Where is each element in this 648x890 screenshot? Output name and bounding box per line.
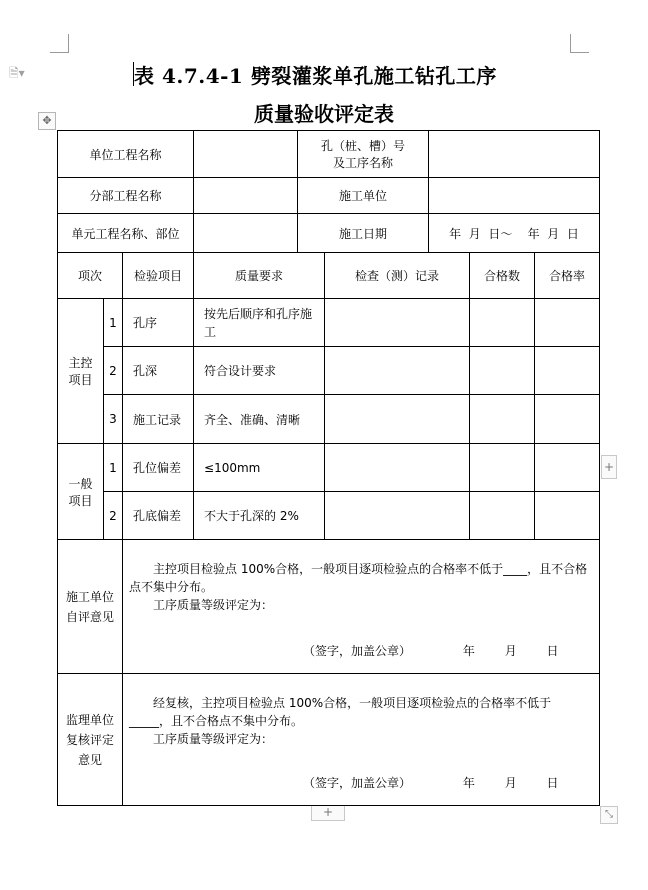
main-item-rate[interactable] — [535, 395, 600, 444]
general-item-row-1 — [58, 444, 600, 492]
col-qualified-count: 合格数 — [470, 253, 535, 299]
form-subtitle: 质量验收评定表 — [254, 102, 394, 126]
general-item-rate[interactable] — [535, 492, 600, 540]
supervision-review-row — [58, 674, 600, 806]
general-item-name: 孔底偏差 — [123, 492, 194, 540]
supervision-signature-line — [303, 774, 559, 791]
page-corner-mark-top-right — [570, 34, 589, 53]
col-item-order: 项次 — [58, 253, 123, 299]
hole-value[interactable] — [429, 131, 600, 178]
supervision-sign-day: 日 — [546, 776, 559, 790]
main-item-requirement: 齐全、准确、清晰 — [194, 395, 325, 444]
col-check-item: 检验项目 — [123, 253, 194, 299]
table-move-handle-icon[interactable]: ✥ — [38, 112, 56, 130]
general-item-no: 1 — [104, 444, 123, 492]
construction-date-label: 施工日期 — [298, 214, 429, 253]
supervision-sign-year: 年 — [462, 776, 475, 790]
construction-unit-label: 施工单位 — [298, 178, 429, 214]
main-group-line1: 主控 — [68, 356, 93, 370]
supervision-review-grade: 工序质量等级评定为： — [153, 732, 274, 746]
general-item-record[interactable] — [325, 492, 470, 540]
header-row-1 — [58, 131, 600, 178]
hole-label — [298, 131, 429, 178]
main-item-rate[interactable] — [535, 347, 600, 395]
main-item-name: 施工记录 — [123, 395, 194, 444]
construction-unit-value[interactable] — [429, 178, 600, 214]
general-item-qualified[interactable] — [470, 444, 535, 492]
self-evaluation-grade: 工序质量等级评定为： — [153, 598, 274, 612]
self-evaluation-signature-line — [303, 642, 559, 659]
main-item-no: 1 — [104, 299, 123, 347]
self-evaluation-text: 主控项目检验点 100%合格，一般项目逐项检验点的合格率不低于____，且不合格点不集中分布。 — [129, 562, 588, 594]
main-item-row-2 — [58, 347, 600, 395]
self-sign-month: 月 — [504, 644, 517, 658]
column-header-row — [58, 253, 600, 299]
document-icon[interactable]: 🗎▾ — [9, 66, 25, 80]
self-signature-label: （签字，加盖公章） — [303, 644, 412, 658]
construction-date-value[interactable]: 年 月 日～ 年 月 日 — [429, 214, 600, 253]
general-item-row-2 — [58, 492, 600, 540]
self-sign-year: 年 — [462, 644, 475, 658]
header-row-2 — [58, 178, 600, 214]
main-item-row-3 — [58, 395, 600, 444]
self-evaluation-opinion[interactable] — [123, 540, 600, 674]
form-title: 表 4.7.4-1 劈裂灌浆单孔施工钻孔工序 — [134, 64, 497, 88]
general-item-no: 2 — [104, 492, 123, 540]
sub-project-value[interactable] — [194, 178, 298, 214]
main-item-no: 2 — [104, 347, 123, 395]
table-resize-icon[interactable]: ⤡ — [600, 806, 618, 824]
col-pass-rate: 合格率 — [535, 253, 600, 299]
general-item-requirement: ≤100mm — [194, 444, 325, 492]
main-item-record[interactable] — [325, 299, 470, 347]
supervision-review-label: 监理单位复核评定意见 — [58, 674, 123, 806]
main-group-line2: 项目 — [68, 373, 93, 387]
evaluation-table — [57, 130, 600, 806]
hole-label-line1: 孔（桩、槽）号 — [321, 139, 406, 153]
self-sign-day: 日 — [546, 644, 559, 658]
general-items-group-label — [58, 444, 104, 540]
hole-label-line2: 及工序名称 — [333, 156, 394, 170]
main-item-rate[interactable] — [535, 299, 600, 347]
self-evaluation-row — [58, 540, 600, 674]
main-item-qualified[interactable] — [470, 347, 535, 395]
main-item-record[interactable] — [325, 395, 470, 444]
page-corner-mark-top-left — [50, 34, 69, 53]
element-project-label: 单元工程名称、部位 — [58, 214, 194, 253]
general-item-qualified[interactable] — [470, 492, 535, 540]
main-item-name: 孔序 — [123, 299, 194, 347]
sub-project-label: 分部工程名称 — [58, 178, 194, 214]
header-row-3 — [58, 214, 600, 253]
col-inspection-record: 检查（测）记录 — [325, 253, 470, 299]
general-item-name: 孔位偏差 — [123, 444, 194, 492]
main-item-requirement: 符合设计要求 — [194, 347, 325, 395]
main-item-qualified[interactable] — [470, 395, 535, 444]
add-column-icon[interactable]: + — [601, 455, 617, 479]
unit-project-label: 单位工程名称 — [58, 131, 194, 178]
supervision-review-text: 经复核，主控项目检验点 100%合格，一般项目逐项检验点的合格率不低于_____，且不合格点不集中分布。 — [129, 696, 552, 728]
main-item-name: 孔深 — [123, 347, 194, 395]
supervision-signature-label: （签字，加盖公章） — [303, 776, 412, 790]
main-item-no: 3 — [104, 395, 123, 444]
element-project-value[interactable] — [194, 214, 298, 253]
general-group-line2: 项目 — [68, 493, 93, 508]
supervision-sign-month: 月 — [504, 776, 517, 790]
main-item-qualified[interactable] — [470, 299, 535, 347]
main-item-requirement: 按先后顺序和孔序施工 — [194, 299, 325, 347]
self-evaluation-label: 施工单位自评意见 — [58, 540, 123, 674]
main-item-record[interactable] — [325, 347, 470, 395]
general-item-rate[interactable] — [535, 444, 600, 492]
general-group-line1: 一般 — [68, 476, 93, 491]
unit-project-value[interactable] — [194, 131, 298, 178]
add-row-icon[interactable]: + — [311, 805, 345, 821]
general-item-requirement: 不大于孔深的 2% — [194, 492, 325, 540]
col-quality-requirement: 质量要求 — [194, 253, 325, 299]
general-item-record[interactable] — [325, 444, 470, 492]
supervision-review-opinion[interactable] — [123, 674, 600, 806]
main-items-group-label — [58, 299, 104, 444]
main-item-row-1 — [58, 299, 600, 347]
